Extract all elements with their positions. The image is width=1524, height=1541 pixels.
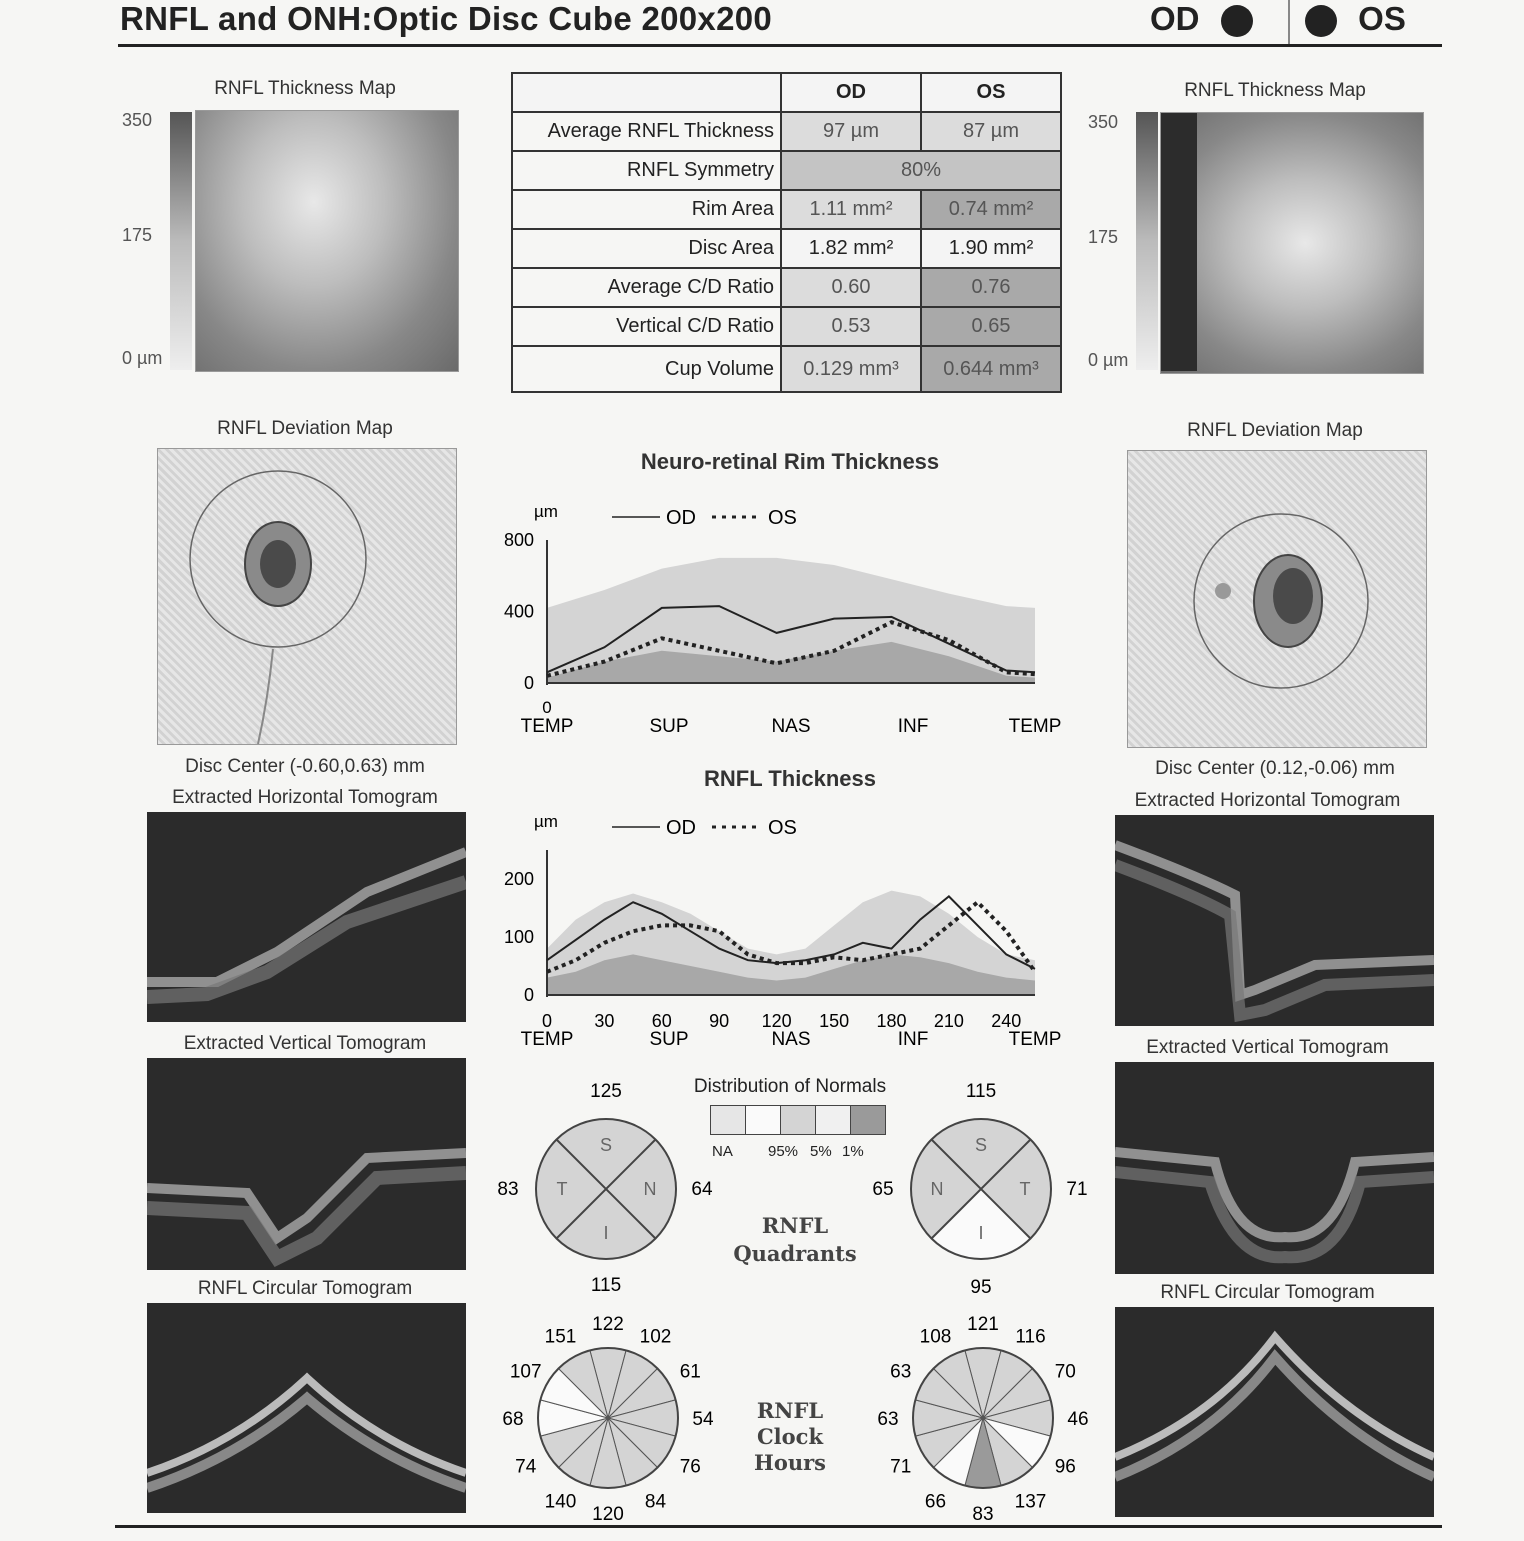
rim-x-zero: 0 bbox=[542, 698, 552, 717]
os-color-scale-bar bbox=[1136, 112, 1158, 370]
os-clock-2: 70 bbox=[1054, 1361, 1076, 1383]
table-row bbox=[512, 151, 1061, 190]
od-clock-chart bbox=[490, 1305, 730, 1530]
od-thickness-map-title: RNFL Thickness Map bbox=[214, 78, 396, 99]
od-clock-4: 76 bbox=[679, 1456, 701, 1478]
table-row bbox=[512, 190, 1061, 229]
os-eye-icon bbox=[1305, 5, 1337, 37]
clock-label-line2: Clock bbox=[756, 1424, 824, 1449]
os-clock-7: 66 bbox=[924, 1491, 947, 1513]
rim-thickness-chart bbox=[490, 495, 1070, 740]
od-clock-9: 68 bbox=[502, 1409, 524, 1430]
os-quadrant-n: N bbox=[930, 1179, 944, 1199]
rnfl-legend-os: OS bbox=[768, 817, 797, 839]
os-quadrant-chart bbox=[865, 1075, 1105, 1305]
os-clock-11: 108 bbox=[919, 1326, 952, 1348]
rnfl-ytick: 100 bbox=[503, 927, 534, 947]
rnfl-xtick: 90 bbox=[709, 1011, 730, 1031]
od-cup bbox=[260, 540, 296, 588]
rnfl-legend-od: OD bbox=[666, 817, 696, 839]
legend-5-swatch bbox=[781, 1106, 816, 1134]
od-quadrant-s: S bbox=[599, 1135, 613, 1155]
os-clock-1: 116 bbox=[1015, 1326, 1046, 1348]
rim-ylabel: µm bbox=[534, 502, 558, 521]
os-quadrant-bottom: 95 bbox=[970, 1277, 992, 1298]
os-horizontal-tomogram-title: Extracted Horizontal Tomogram bbox=[1134, 790, 1401, 811]
distribution-title: Distribution of Normals bbox=[693, 1076, 887, 1097]
od-eye-indicator bbox=[1150, 0, 1253, 38]
row-label: Cup Volume bbox=[512, 346, 781, 392]
os-quadrant-t: T bbox=[1019, 1179, 1031, 1199]
od-quadrant-bottom: 115 bbox=[590, 1275, 622, 1296]
od-scale-max: 350 bbox=[122, 110, 153, 130]
od-quadrant-right: 64 bbox=[691, 1179, 713, 1200]
page-title: RNFL and ONH:Optic Disc Cube 200x200 bbox=[120, 0, 773, 37]
od-clock-3: 54 bbox=[692, 1409, 714, 1430]
distribution-legend bbox=[710, 1105, 886, 1135]
eye-divider bbox=[1288, 0, 1290, 44]
row-label: Disc Area bbox=[512, 229, 781, 268]
os-rim-area: 0.74 mm² bbox=[921, 190, 1061, 229]
stats-col-os: OS bbox=[921, 73, 1061, 112]
os-quadrant-s: S bbox=[974, 1135, 988, 1155]
header-rule bbox=[118, 44, 1442, 47]
rim-xlabel: TEMP bbox=[1008, 716, 1062, 737]
os-clock-12: 121 bbox=[967, 1314, 999, 1335]
od-scale-mid: 175 bbox=[122, 225, 153, 245]
os-thickness-map bbox=[1160, 112, 1424, 374]
os-clock-8: 71 bbox=[890, 1456, 912, 1478]
clock-label bbox=[730, 1398, 850, 1476]
od-clock-6: 120 bbox=[592, 1504, 624, 1525]
os-avg-cd: 0.76 bbox=[921, 268, 1061, 307]
rnfl-xlabel: SUP bbox=[649, 1029, 689, 1050]
od-clock-1: 102 bbox=[639, 1326, 672, 1348]
rim-xlabel: NAS bbox=[771, 716, 811, 737]
od-circular-tomogram-title: RNFL Circular Tomogram bbox=[197, 1278, 413, 1299]
od-quadrant-t: T bbox=[556, 1179, 568, 1199]
rnfl-xlabel: TEMP bbox=[520, 1029, 574, 1050]
clock-label-line1: RNFL bbox=[756, 1398, 824, 1423]
rim-ytick: 800 bbox=[503, 530, 534, 550]
rnfl-symmetry-value: 80% bbox=[781, 151, 1061, 190]
od-clock-12: 122 bbox=[592, 1314, 624, 1335]
od-vertical-tomogram bbox=[147, 1058, 466, 1270]
od-clock-7: 140 bbox=[544, 1491, 577, 1513]
rnfl-xtick: 150 bbox=[819, 1011, 850, 1031]
od-vessel bbox=[258, 649, 273, 744]
os-horizontal-tomogram bbox=[1115, 815, 1434, 1026]
os-vert-cd: 0.65 bbox=[921, 307, 1061, 346]
table-row bbox=[512, 268, 1061, 307]
os-deviation-map-title: RNFL Deviation Map bbox=[1187, 420, 1363, 441]
table-row bbox=[512, 307, 1061, 346]
table-row bbox=[512, 112, 1061, 151]
os-quadrant-right: 71 bbox=[1066, 1179, 1088, 1200]
os-avg-rnfl: 87 µm bbox=[921, 112, 1061, 151]
row-label: RNFL Symmetry bbox=[512, 151, 781, 190]
os-scale-mid: 175 bbox=[1088, 227, 1119, 247]
od-eye-icon bbox=[1221, 5, 1253, 37]
os-clock-3: 46 bbox=[1067, 1409, 1089, 1430]
stats-col-od: OD bbox=[781, 73, 921, 112]
os-map-dark-band bbox=[1161, 113, 1197, 371]
rim-ytick: 0 bbox=[523, 673, 534, 693]
rnfl-xtick: 180 bbox=[876, 1011, 907, 1031]
rnfl-xtick: 60 bbox=[651, 1011, 672, 1031]
legend-5-label: 5% bbox=[810, 1143, 832, 1160]
os-clock-6: 83 bbox=[972, 1504, 994, 1525]
od-cup-volume: 0.129 mm³ bbox=[781, 346, 921, 392]
os-clock-chart bbox=[865, 1305, 1105, 1535]
stats-header-blank bbox=[512, 73, 781, 112]
od-quadrant-left: 83 bbox=[497, 1179, 519, 1200]
od-avg-rnfl: 97 µm bbox=[781, 112, 921, 151]
os-eye-indicator bbox=[1305, 0, 1406, 38]
rim-xlabel: TEMP bbox=[520, 716, 574, 737]
od-thickness-map bbox=[195, 110, 459, 372]
rim-xlabel: SUP bbox=[649, 716, 689, 737]
rim-ytick: 400 bbox=[503, 601, 534, 622]
od-quadrant-chart bbox=[490, 1075, 730, 1305]
od-clock-2: 61 bbox=[679, 1361, 701, 1383]
os-vertical-tomogram-title: Extracted Vertical Tomogram bbox=[1146, 1037, 1389, 1058]
os-label: OS bbox=[1358, 0, 1406, 37]
rnfl-xtick: 120 bbox=[761, 1011, 792, 1031]
os-quadrant-left: 65 bbox=[872, 1179, 894, 1200]
od-scale-min: 0 µm bbox=[122, 348, 163, 368]
od-color-scale-bar bbox=[170, 112, 192, 370]
rnfl-xtick: 0 bbox=[541, 1011, 553, 1031]
rnfl-ytick: 0 bbox=[523, 985, 534, 1005]
od-horizontal-tomogram bbox=[147, 812, 466, 1022]
os-clock-10: 63 bbox=[890, 1361, 912, 1383]
clock-label-line3: Hours bbox=[753, 1450, 826, 1475]
footer-rule bbox=[115, 1525, 1442, 1528]
legend-na-label: NA bbox=[712, 1143, 733, 1160]
rim-legend-os: OS bbox=[768, 507, 797, 529]
rnfl-xtick: 210 bbox=[933, 1011, 964, 1031]
legend-1-label: 1% bbox=[842, 1143, 864, 1160]
rnfl-xlabel: NAS bbox=[771, 1029, 811, 1050]
od-horizontal-tomogram-title: Extracted Horizontal Tomogram bbox=[172, 787, 438, 808]
od-clock-8: 74 bbox=[515, 1456, 537, 1478]
row-label: Average C/D Ratio bbox=[512, 268, 781, 307]
quadrants-label-line2: Quadrants bbox=[733, 1241, 857, 1266]
rim-chart-title: Neuro-retinal Rim Thickness bbox=[640, 449, 940, 474]
os-circular-tomogram bbox=[1115, 1307, 1434, 1517]
rnfl-ytick: 200 bbox=[503, 869, 534, 889]
legend-95-label: 95% bbox=[768, 1143, 799, 1160]
od-deviation-map bbox=[157, 448, 457, 745]
os-thickness-map-title: RNFL Thickness Map bbox=[1184, 80, 1366, 101]
os-disc-area: 1.90 mm² bbox=[921, 229, 1061, 268]
rnfl-xlabel: TEMP bbox=[1008, 1029, 1062, 1050]
rnfl-chart-title: RNFL Thickness bbox=[704, 766, 876, 791]
rnfl-ylabel: µm bbox=[534, 812, 558, 831]
od-deviation-map-title: RNFL Deviation Map bbox=[217, 418, 393, 439]
od-clock-5: 84 bbox=[644, 1491, 667, 1513]
os-disc-center: Disc Center (0.12,-0.06) mm bbox=[1155, 758, 1395, 779]
od-disc-center: Disc Center (-0.60,0.63) mm bbox=[185, 756, 425, 777]
row-label: Rim Area bbox=[512, 190, 781, 229]
od-vertical-tomogram-title: Extracted Vertical Tomogram bbox=[183, 1033, 427, 1054]
os-vertical-tomogram bbox=[1115, 1062, 1434, 1274]
table-row bbox=[512, 346, 1061, 392]
od-quadrant-top: 125 bbox=[590, 1081, 622, 1102]
rim-legend-od: OD bbox=[666, 507, 696, 529]
os-clock-9: 63 bbox=[877, 1409, 899, 1430]
od-disc-area: 1.82 mm² bbox=[781, 229, 921, 268]
os-deviation-map bbox=[1127, 450, 1427, 748]
stats-header-row bbox=[512, 73, 1061, 112]
os-scale-min: 0 µm bbox=[1088, 350, 1129, 370]
stats-table bbox=[511, 72, 1062, 393]
od-vert-cd: 0.53 bbox=[781, 307, 921, 346]
os-quadrant-i: I bbox=[978, 1223, 984, 1243]
od-quadrant-n: N bbox=[643, 1179, 657, 1199]
od-clock-11: 151 bbox=[544, 1326, 577, 1348]
od-avg-cd: 0.60 bbox=[781, 268, 921, 307]
row-label: Vertical C/D Ratio bbox=[512, 307, 781, 346]
od-clock-10: 107 bbox=[509, 1361, 542, 1383]
od-circular-tomogram bbox=[147, 1303, 466, 1513]
od-quadrant-i: I bbox=[603, 1223, 609, 1243]
rnfl-xlabel: INF bbox=[897, 1029, 929, 1050]
rnfl-xtick: 30 bbox=[594, 1011, 615, 1031]
os-cup-volume: 0.644 mm³ bbox=[921, 346, 1061, 392]
legend-95-swatch bbox=[746, 1106, 781, 1134]
rim-xlabel: INF bbox=[897, 716, 929, 737]
os-cup bbox=[1273, 568, 1313, 624]
od-label: OD bbox=[1150, 0, 1200, 37]
os-scale-max: 350 bbox=[1088, 112, 1119, 132]
quadrants-label-line1: RNFL bbox=[761, 1213, 829, 1238]
legend-1a-swatch bbox=[816, 1106, 851, 1134]
os-circular-tomogram-title: RNFL Circular Tomogram bbox=[1160, 1282, 1375, 1303]
os-clock-5: 137 bbox=[1014, 1491, 1047, 1513]
rnfl-thickness-chart bbox=[490, 805, 1070, 1055]
rnfl-xtick: 240 bbox=[991, 1011, 1022, 1031]
row-label: Average RNFL Thickness bbox=[512, 112, 781, 151]
od-rim-area: 1.11 mm² bbox=[781, 190, 921, 229]
table-row bbox=[512, 229, 1061, 268]
os-deviation-spot bbox=[1215, 583, 1231, 599]
os-clock-4: 96 bbox=[1054, 1456, 1076, 1478]
os-quadrant-top: 115 bbox=[965, 1081, 997, 1102]
